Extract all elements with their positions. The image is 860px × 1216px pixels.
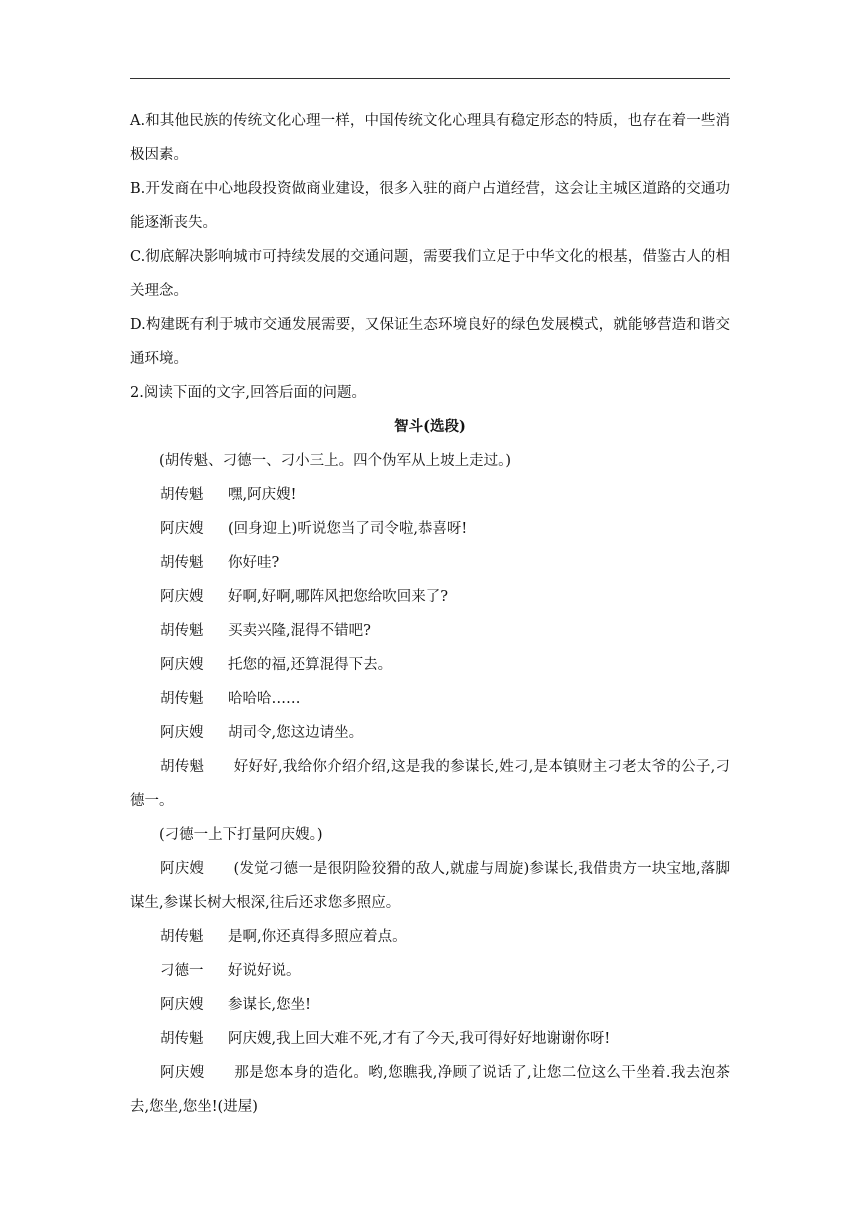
speaker-name: 胡传魁 xyxy=(160,623,204,639)
dialogue-long-line: 阿庆嫂 (发觉刁德一是很阴险狡猾的敌人,就虚与周旋)参谋长,我借贵方一块宝地,落脚谋生,参谋长树大根深,往后还求您多照应。 xyxy=(130,861,730,911)
option-c: C.彻底解决影响城市可持续发展的交通问题，需要我们立足于中华文化的根基，借鉴古人的相关理念。 xyxy=(130,249,730,299)
header-rule xyxy=(130,78,730,79)
stage-direction: (刁德一上下打量阿庆嫂。) xyxy=(159,827,323,843)
option-a: A.和其他民族的传统文化心理一样，中国传统文化心理具有稳定形态的特质，也存在着一些消极因素。 xyxy=(130,113,730,163)
option-b: B.开发商在中心地段投资做商业建设，很多入驻的商户占道经营，这会让主城区道路的交通功能逐渐丧失。 xyxy=(130,181,730,231)
speaker-name: 阿庆嫂 xyxy=(160,589,204,605)
speaker-name: 刁德一 xyxy=(160,963,204,979)
speaker-name: 胡传魁 xyxy=(160,691,204,707)
speech-text: 好啊,好啊,哪阵风把您给吹回来了? xyxy=(228,589,448,605)
speech-text: 是啊,你还真得多照应着点。 xyxy=(228,929,407,945)
speech-text: 阿庆嫂,我上回大难不死,才有了今天,我可得好好地谢谢你呀! xyxy=(228,1031,611,1047)
speech-text: 好说好说。 xyxy=(228,963,301,979)
speech-text: 你好哇? xyxy=(228,555,280,571)
speaker-name: 胡传魁 xyxy=(160,929,204,945)
speaker-name: 阿庆嫂 xyxy=(160,725,204,741)
document-body xyxy=(130,104,730,1124)
stage-direction: (胡传魁、刁德一、刁小三上。四个伪军从上坡上走过。) xyxy=(159,453,512,469)
option-d: D.构建既有利于城市交通发展需要，又保证生态环境良好的绿色发展模式，就能够营造和谐交通环境。 xyxy=(130,317,730,367)
dialogue-line xyxy=(130,920,730,954)
dialogue-line xyxy=(130,988,730,1022)
speech-text: 托您的福,还算混得下去。 xyxy=(228,657,393,673)
question-2: 2.阅读下面的文字,回答后面的问题。 xyxy=(130,385,366,401)
dialogue-line xyxy=(130,478,730,512)
speaker-name: 阿庆嫂 xyxy=(160,997,204,1013)
speaker-name: 胡传魁 xyxy=(160,487,204,503)
speech-text: 哈哈哈…… xyxy=(228,691,301,707)
speaker-name: 胡传魁 xyxy=(160,1031,204,1047)
dialogue-block-a xyxy=(130,478,730,750)
speech-text: 胡司令,您这边请坐。 xyxy=(228,725,364,741)
speaker-name: 阿庆嫂 xyxy=(160,521,204,537)
dialogue-line xyxy=(130,546,730,580)
speaker-name: 阿庆嫂 xyxy=(160,657,204,673)
excerpt-title: 智斗(选段) xyxy=(394,418,466,435)
dialogue-long-line: 阿庆嫂 那是您本身的造化。哟,您瞧我,净顾了说话了,让您二位这么干坐着.我去泡茶去,您坐,您坐!(进屋) xyxy=(130,1065,730,1115)
speech-text: (回身迎上)听说您当了司令啦,恭喜呀! xyxy=(228,521,468,537)
dialogue-line xyxy=(130,512,730,546)
dialogue-line xyxy=(130,954,730,988)
dialogue-line xyxy=(130,682,730,716)
speech-text: 参谋长,您坐! xyxy=(228,997,311,1013)
dialogue-line xyxy=(130,614,730,648)
dialogue-line xyxy=(130,580,730,614)
speech-text: 买卖兴隆,混得不错吧? xyxy=(228,623,371,639)
speaker-name: 胡传魁 xyxy=(160,555,204,571)
dialogue-long-line: 胡传魁 好好好,我给你介绍介绍,这是我的参谋长,姓刁,是本镇财主刁老太爷的公子,刁德一。 xyxy=(130,759,730,809)
dialogue-line xyxy=(130,716,730,750)
dialogue-block-b xyxy=(130,920,730,1056)
speech-text: 嘿,阿庆嫂! xyxy=(228,487,297,503)
dialogue-line xyxy=(130,648,730,682)
dialogue-line xyxy=(130,1022,730,1056)
